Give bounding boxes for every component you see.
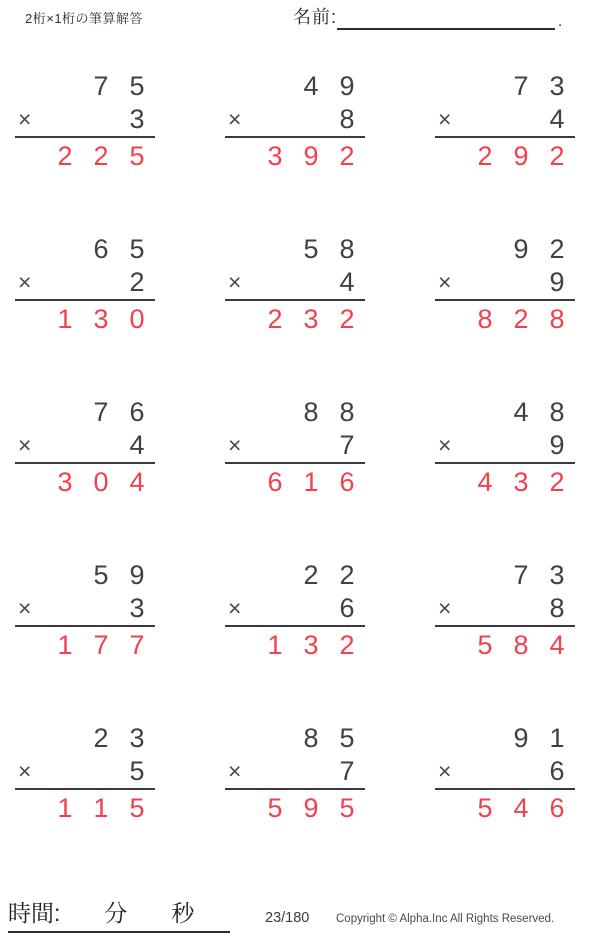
- multiplicand-tens-digit: 5: [303, 234, 319, 264]
- problem: [15, 722, 155, 824]
- product-ones-digit: 6: [549, 793, 565, 823]
- multiplier-row: [435, 592, 575, 625]
- multiplicand-tens-digit: 4: [303, 71, 319, 101]
- product-ones-digit: 2: [339, 630, 355, 660]
- product-tens-digit: 9: [303, 141, 319, 171]
- multiplicand-tens-digit: 8: [303, 397, 319, 427]
- answer-row: [435, 462, 575, 498]
- multiplier-row: [225, 755, 365, 788]
- multiply-icon: ×: [18, 758, 32, 784]
- multiplicand-ones-digit: 2: [339, 560, 355, 590]
- multiplier-digit: 3: [129, 593, 145, 623]
- multiplier-row: [435, 266, 575, 299]
- product-tens-digit: 4: [513, 793, 529, 823]
- multiplicand-tens-digit: 7: [513, 560, 529, 590]
- multiply-icon: ×: [18, 106, 32, 132]
- problem: [435, 396, 575, 498]
- problem: [225, 70, 365, 172]
- multiplicand-row: [435, 559, 575, 592]
- multiplier-row: [15, 266, 155, 299]
- product-tens-digit: 3: [303, 630, 319, 660]
- product-tens-digit: 3: [303, 304, 319, 334]
- multiplicand-row: [15, 722, 155, 755]
- multiplier-digit: 7: [339, 756, 355, 786]
- answer-row: [225, 625, 365, 661]
- multiply-icon: ×: [438, 106, 452, 132]
- multiply-icon: ×: [438, 758, 452, 784]
- problem: [15, 559, 155, 661]
- problem: [225, 396, 365, 498]
- multiplier-row: [435, 755, 575, 788]
- product-tens-digit: 1: [303, 467, 319, 497]
- answer-row: [435, 788, 575, 824]
- product-ones-digit: 8: [549, 304, 565, 334]
- multiplier-digit: 3: [129, 104, 145, 134]
- multiplicand-row: [435, 233, 575, 266]
- multiply-icon: ×: [228, 595, 242, 621]
- problem: [15, 70, 155, 172]
- multiplicand-ones-digit: 9: [129, 560, 145, 590]
- product-ones-digit: 2: [549, 141, 565, 171]
- product-hundreds-digit: 2: [57, 141, 73, 171]
- multiply-icon: ×: [438, 432, 452, 458]
- multiplicand-row: [15, 70, 155, 103]
- product-hundreds-digit: 6: [267, 467, 283, 497]
- product-ones-digit: 4: [549, 630, 565, 660]
- multiplier-digit: 6: [339, 593, 355, 623]
- product-hundreds-digit: 5: [477, 630, 493, 660]
- product-hundreds-digit: 5: [267, 793, 283, 823]
- multiply-icon: ×: [438, 595, 452, 621]
- multiplier-digit: 8: [549, 593, 565, 623]
- product-hundreds-digit: 3: [57, 467, 73, 497]
- multiplicand-ones-digit: 3: [549, 71, 565, 101]
- multiplicand-row: [225, 559, 365, 592]
- answer-row: [225, 788, 365, 824]
- problem: [225, 559, 365, 661]
- time-label: 時間:: [8, 900, 61, 926]
- multiplicand-tens-digit: 7: [93, 71, 109, 101]
- answer-row: [435, 136, 575, 172]
- page-number: 23/180: [265, 910, 310, 926]
- multiplicand-tens-digit: 4: [513, 397, 529, 427]
- multiplicand-tens-digit: 9: [513, 723, 529, 753]
- problem: [225, 722, 365, 824]
- product-tens-digit: 3: [93, 304, 109, 334]
- multiplicand-tens-digit: 2: [303, 560, 319, 590]
- multiplicand-ones-digit: 3: [549, 560, 565, 590]
- multiplicand-row: [435, 70, 575, 103]
- multiplicand-tens-digit: 7: [513, 71, 529, 101]
- product-hundreds-digit: 1: [57, 304, 73, 334]
- product-tens-digit: 9: [303, 793, 319, 823]
- answer-row: [15, 788, 155, 824]
- multiplier-digit: 4: [549, 104, 565, 134]
- multiplicand-ones-digit: 2: [549, 234, 565, 264]
- multiplicand-ones-digit: 6: [129, 397, 145, 427]
- multiply-icon: ×: [228, 269, 242, 295]
- multiply-icon: ×: [228, 106, 242, 132]
- problem: [435, 70, 575, 172]
- product-hundreds-digit: 1: [267, 630, 283, 660]
- answer-row: [15, 299, 155, 335]
- multiply-icon: ×: [18, 269, 32, 295]
- problem: [435, 233, 575, 335]
- answer-row: [15, 462, 155, 498]
- multiply-icon: ×: [228, 758, 242, 784]
- multiplicand-tens-digit: 5: [93, 560, 109, 590]
- seconds-label: 秒: [171, 900, 195, 926]
- multiplicand-ones-digit: 5: [129, 71, 145, 101]
- multiplicand-tens-digit: 6: [93, 234, 109, 264]
- product-hundreds-digit: 2: [477, 141, 493, 171]
- product-tens-digit: 7: [93, 630, 109, 660]
- product-tens-digit: 9: [513, 141, 529, 171]
- problem: [435, 559, 575, 661]
- multiplicand-row: [435, 396, 575, 429]
- problems-grid: [15, 70, 585, 824]
- multiplier-row: [15, 592, 155, 625]
- multiplier-digit: 6: [549, 756, 565, 786]
- multiplier-digit: 8: [339, 104, 355, 134]
- answer-row: [435, 625, 575, 661]
- multiplicand-row: [225, 233, 365, 266]
- product-hundreds-digit: 5: [477, 793, 493, 823]
- product-hundreds-digit: 2: [267, 304, 283, 334]
- multiplicand-row: [15, 396, 155, 429]
- multiplier-row: [435, 103, 575, 136]
- multiplier-row: [225, 592, 365, 625]
- multiplicand-row: [15, 233, 155, 266]
- multiplicand-row: [15, 559, 155, 592]
- time-field: [8, 895, 230, 933]
- multiplicand-ones-digit: 5: [129, 234, 145, 264]
- answer-row: [15, 625, 155, 661]
- multiplicand-tens-digit: 8: [303, 723, 319, 753]
- multiplier-digit: 2: [129, 267, 145, 297]
- product-ones-digit: 2: [339, 304, 355, 334]
- multiplier-row: [15, 429, 155, 462]
- product-hundreds-digit: 1: [57, 793, 73, 823]
- multiplier-row: [225, 429, 365, 462]
- product-ones-digit: 7: [129, 630, 145, 660]
- answer-row: [15, 136, 155, 172]
- multiplicand-tens-digit: 9: [513, 234, 529, 264]
- multiplicand-row: [225, 396, 365, 429]
- multiplicand-row: [435, 722, 575, 755]
- answer-row: [225, 299, 365, 335]
- multiply-icon: ×: [228, 432, 242, 458]
- problem: [435, 722, 575, 824]
- multiplier-row: [15, 755, 155, 788]
- multiplicand-ones-digit: 9: [339, 71, 355, 101]
- multiplier-digit: 4: [129, 430, 145, 460]
- answer-row: [225, 462, 365, 498]
- multiplier-digit: 5: [129, 756, 145, 786]
- product-ones-digit: 0: [129, 304, 145, 334]
- multiplier-digit: 9: [549, 267, 565, 297]
- product-tens-digit: 0: [93, 467, 109, 497]
- multiplier-row: [15, 103, 155, 136]
- multiplier-row: [435, 429, 575, 462]
- problem: [15, 233, 155, 335]
- multiplicand-ones-digit: 3: [129, 723, 145, 753]
- multiplier-row: [225, 266, 365, 299]
- product-ones-digit: 5: [129, 141, 145, 171]
- product-ones-digit: 5: [339, 793, 355, 823]
- multiplicand-ones-digit: 8: [549, 397, 565, 427]
- multiply-icon: ×: [18, 432, 32, 458]
- answer-row: [225, 136, 365, 172]
- product-ones-digit: 5: [129, 793, 145, 823]
- answer-row: [435, 299, 575, 335]
- multiplicand-ones-digit: 8: [339, 234, 355, 264]
- product-hundreds-digit: 3: [267, 141, 283, 171]
- product-ones-digit: 2: [339, 141, 355, 171]
- multiplicand-ones-digit: 5: [339, 723, 355, 753]
- page-title: 2桁×1桁の筆算解答: [25, 11, 144, 26]
- multiply-icon: ×: [438, 269, 452, 295]
- minutes-label: 分: [104, 900, 128, 926]
- product-ones-digit: 6: [339, 467, 355, 497]
- product-tens-digit: 8: [513, 630, 529, 660]
- name-underline: [337, 7, 555, 30]
- multiplier-row: [225, 103, 365, 136]
- product-tens-digit: 1: [93, 793, 109, 823]
- name-label: 名前:: [293, 7, 338, 27]
- product-hundreds-digit: 8: [477, 304, 493, 334]
- multiplicand-row: [225, 70, 365, 103]
- product-tens-digit: 2: [513, 304, 529, 334]
- multiplicand-tens-digit: 2: [93, 723, 109, 753]
- multiply-icon: ×: [18, 595, 32, 621]
- product-hundreds-digit: 1: [57, 630, 73, 660]
- multiplicand-ones-digit: 1: [549, 723, 565, 753]
- product-tens-digit: 3: [513, 467, 529, 497]
- product-ones-digit: 2: [549, 467, 565, 497]
- name-period: .: [558, 13, 563, 30]
- multiplicand-ones-digit: 8: [339, 397, 355, 427]
- multiplier-digit: 9: [549, 430, 565, 460]
- problem: [15, 396, 155, 498]
- name-field: [293, 3, 562, 30]
- copyright-notice: Copyright © Alpha.Inc All Rights Reserved.: [336, 913, 555, 925]
- product-hundreds-digit: 4: [477, 467, 493, 497]
- multiplier-digit: 7: [339, 430, 355, 460]
- multiplicand-tens-digit: 7: [93, 397, 109, 427]
- product-tens-digit: 2: [93, 141, 109, 171]
- product-ones-digit: 4: [129, 467, 145, 497]
- multiplier-digit: 4: [339, 267, 355, 297]
- problem: [225, 233, 365, 335]
- multiplicand-row: [225, 722, 365, 755]
